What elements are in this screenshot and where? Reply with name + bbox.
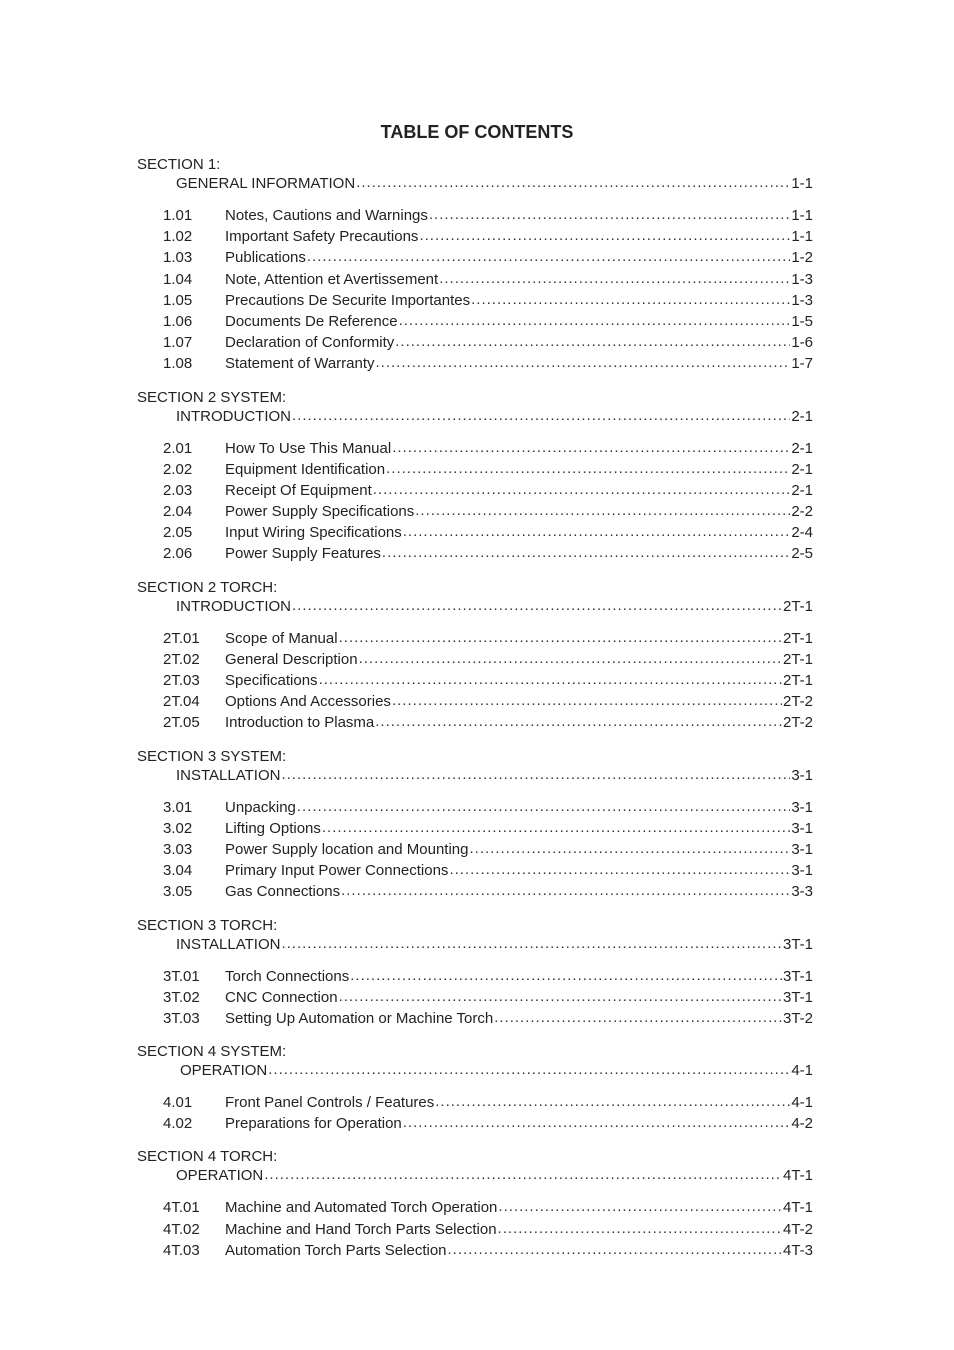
entry-label: Machine and Automated Torch Operation [225,1199,498,1217]
leader-dots [415,500,790,521]
page-number: 2T-1 [782,629,813,647]
leader-dots [268,1060,790,1080]
leader-dots [264,1165,782,1185]
page-number: 1-5 [791,312,813,330]
toc-entry[interactable] [137,839,813,860]
entry-number: 3.03 [163,840,193,858]
leader-dots [307,246,790,267]
entry-number: 2.02 [163,460,193,478]
leader-dots [470,838,791,859]
page-number: 3T-1 [782,967,813,985]
toc-section [137,1147,813,1261]
leader-dots [297,796,790,817]
entry-number: 3.02 [163,819,193,837]
leader-dots [494,1007,782,1028]
leader-dots [382,542,790,563]
page-number: 2T-2 [782,693,813,711]
leader-dots [386,458,790,479]
entry-number: 1.01 [163,207,193,224]
entry-label: Note, Attention et Avertissement [225,270,439,288]
leader-dots [322,817,790,838]
toc-entry[interactable] [137,459,813,480]
section-title: INTRODUCTION [176,407,291,425]
entry-label: Automation Torch Parts Selection [225,1241,447,1259]
leader-dots [435,1091,790,1112]
toc-entry[interactable] [137,1092,813,1113]
toc-entry[interactable] [137,226,813,247]
section-heading: SECTION 3 SYSTEM: [137,747,287,765]
leader-dots [319,669,782,690]
entry-number: 2T.03 [163,672,200,689]
page-number: 2-4 [791,524,813,542]
toc-section [137,578,813,734]
entry-number: 2.04 [163,503,193,521]
page-number: 2T-2 [782,714,813,732]
entry-number: 3.05 [163,883,193,901]
entry-number: 4.02 [163,1115,193,1133]
page-number: 2T-1 [782,650,813,668]
entry-label: Documents De Reference [225,312,398,330]
entry-number: 1.03 [163,249,193,267]
leader-dots [356,173,790,193]
toc-entry[interactable] [137,670,813,691]
entry-number: 2T.05 [163,714,200,732]
entry-number: 1.06 [163,312,193,330]
entry-label: Input Wiring Specifications [225,524,402,542]
page-number: 3-1 [791,798,813,816]
section-heading: SECTION 4 TORCH: [137,1148,278,1166]
page-number: 1-3 [791,270,813,288]
toc-entry[interactable] [137,311,813,332]
toc-entry[interactable] [137,1219,813,1240]
toc-entry[interactable] [137,860,813,881]
toc-entry[interactable] [137,353,813,374]
entry-label: Important Safety Precautions [225,228,419,246]
section-title-row[interactable] [137,174,813,194]
page-number: 3T-1 [782,988,813,1006]
toc-title: TABLE OF CONTENTS [380,122,574,142]
entry-label: Declaration of Conformity [225,334,395,352]
entry-number: 4T.02 [163,1220,200,1238]
section-heading: SECTION 4 SYSTEM: [137,1043,287,1061]
leader-dots [399,310,791,331]
section-heading: SECTION 2 SYSTEM: [137,388,287,406]
leader-dots [376,352,791,373]
leader-dots [419,225,790,246]
section-heading: SECTION 2 TORCH: [137,578,278,596]
leader-dots [395,331,790,352]
entry-label: Publications [225,249,306,267]
toc-entry[interactable] [137,966,813,987]
page-number: 1-6 [791,334,813,352]
entry-number: 3T.02 [163,988,200,1006]
entry-label: Power Supply Features [225,545,381,563]
page-number: 1-3 [791,291,813,309]
toc-section [137,155,813,375]
section-title-row[interactable] [137,935,813,955]
toc-entry[interactable] [137,480,813,501]
toc-entry[interactable] [137,881,813,902]
entry-number: 3.04 [163,862,193,880]
entry-number: 4.01 [163,1094,193,1112]
toc-entry[interactable] [137,290,813,311]
toc-entry[interactable] [137,205,813,226]
section-title-row[interactable] [137,407,813,427]
toc-entry[interactable] [137,1113,813,1134]
page-number: 4-2 [791,1115,813,1133]
entry-label: Equipment Identification [225,460,386,478]
entry-label: General Description [225,650,358,668]
page-number: 4T-3 [782,1241,813,1259]
entry-number: 1.05 [163,291,193,309]
entry-label: Specifications [225,672,318,689]
page-number: 2-2 [791,503,813,521]
toc-entry[interactable] [137,628,813,649]
entry-label: Gas Connections [225,883,341,901]
entry-label: Introduction to Plasma [225,714,375,732]
page-number: 3-1 [791,819,813,837]
toc-entry[interactable] [137,247,813,268]
page-number: 2-1 [791,481,813,499]
leader-dots [392,437,790,458]
entry-label: Precautions De Securite Importantes [225,291,471,309]
entry-label: Lifting Options [225,819,321,837]
page-number: 3T-1 [782,935,813,953]
entry-number: 3T.03 [163,1009,200,1027]
leader-dots [350,965,782,986]
leader-dots [498,1218,782,1239]
page-number: 4-1 [791,1094,813,1112]
toc-entry[interactable] [137,649,813,670]
leader-dots [375,711,782,732]
entry-label: CNC Connection [225,988,338,1006]
section-title: INSTALLATION [176,935,281,953]
section-title: OPERATION [176,1167,264,1185]
leader-dots [292,406,790,426]
leader-dots [341,880,790,901]
leader-dots [339,986,782,1007]
entry-label: Unpacking [225,798,296,816]
entry-number: 1.07 [163,334,193,352]
entry-label: Preparations for Operation [225,1115,402,1133]
toc-entry[interactable] [137,797,813,818]
leader-dots [281,765,790,785]
page-number: 2-1 [791,439,813,457]
page-number: 3T-2 [782,1009,813,1027]
entry-number: 2.06 [163,545,193,563]
entry-label: Options And Accessories [225,693,391,711]
page-number: 4T-1 [782,1167,813,1185]
section-title-row[interactable] [137,1061,813,1081]
toc-entry[interactable] [137,818,813,839]
entry-label: Receipt Of Equipment [225,481,372,499]
toc-entry[interactable] [137,332,813,353]
section-title: GENERAL INFORMATION [176,175,356,192]
section-heading: SECTION 1: [137,156,221,173]
table-of-contents [137,155,813,1274]
entry-label: How To Use This Manual [225,439,392,457]
entry-number: 2.01 [163,439,193,457]
entry-number: 3.01 [163,798,193,816]
page-number: 3-3 [791,883,813,901]
toc-section [137,1042,813,1134]
entry-number: 2T.01 [163,629,200,647]
leader-dots [281,934,782,954]
entry-label: Power Supply location and Mounting [225,840,469,858]
section-title-row[interactable] [137,766,813,786]
leader-dots [403,1112,791,1133]
entry-number: 2.05 [163,524,193,542]
page-number: 1-7 [791,355,813,373]
entry-label: Primary Input Power Connections [225,862,449,880]
entry-number: 2T.04 [163,693,200,711]
entry-label: Machine and Hand Torch Parts Selection [225,1220,497,1238]
leader-dots [498,1196,782,1217]
entry-number: 4T.03 [163,1241,200,1259]
entry-label: Torch Connections [225,967,350,985]
entry-number: 1.08 [163,355,193,373]
toc-entry[interactable] [137,1197,813,1218]
entry-label: Front Panel Controls / Features [225,1094,435,1112]
page-number: 4-1 [791,1062,813,1080]
toc-entry[interactable] [137,691,813,712]
section-title: INSTALLATION [176,766,281,784]
section-heading: SECTION 3 TORCH: [137,916,278,934]
entry-label: Power Supply Specifications [225,503,415,521]
leader-dots [373,479,791,500]
toc-entry[interactable] [137,1240,813,1261]
toc-entry[interactable] [137,269,813,290]
page-number: 2-1 [791,460,813,478]
toc-entry[interactable] [137,438,813,459]
leader-dots [292,596,782,616]
page-number: 2-1 [791,407,813,425]
toc-section [137,916,813,1030]
section-title-row[interactable] [137,1166,813,1186]
page-number: 4T-2 [782,1220,813,1238]
entry-number: 1.04 [163,270,193,288]
leader-dots [471,289,790,310]
entry-label: Scope of Manual [225,629,338,647]
leader-dots [448,1239,782,1260]
toc-entry[interactable] [137,987,813,1008]
page-number: 1-1 [791,228,813,246]
entry-number: 1.02 [163,228,193,246]
entry-label: Setting Up Automation or Machine Torch [225,1009,494,1027]
page-number: 1-1 [791,175,813,192]
leader-dots [403,521,791,542]
entry-number: 2T.02 [163,650,200,668]
page-number: 4T-1 [782,1199,813,1217]
page-number: 1-2 [791,249,813,267]
leader-dots [439,268,790,289]
toc-entry[interactable] [137,1008,813,1029]
section-title: OPERATION [180,1062,268,1080]
entry-label: Statement of Warranty [225,355,375,373]
section-title: INTRODUCTION [176,597,291,615]
page-number: 2T-1 [782,597,813,615]
section-title-row[interactable] [137,597,813,617]
page-number: 3-1 [791,766,813,784]
leader-dots [429,204,790,225]
page-number: 2-5 [791,545,813,563]
leader-dots [449,859,790,880]
page-number: 3-1 [791,862,813,880]
entry-label: Notes, Cautions and Warnings [225,207,428,224]
leader-dots [339,627,782,648]
toc-section [137,388,813,565]
page-number: 2T-1 [782,672,813,689]
toc-entry[interactable] [137,522,813,543]
entry-number: 2.03 [163,481,193,499]
leader-dots [392,690,782,711]
page-number: 1-1 [791,207,813,224]
toc-entry[interactable] [137,501,813,522]
toc-section [137,747,813,903]
entry-number: 4T.01 [163,1199,200,1217]
toc-entry[interactable] [137,543,813,564]
toc-entry[interactable] [137,712,813,733]
leader-dots [359,648,782,669]
entry-number: 3T.01 [163,967,200,985]
page-number: 3-1 [791,840,813,858]
